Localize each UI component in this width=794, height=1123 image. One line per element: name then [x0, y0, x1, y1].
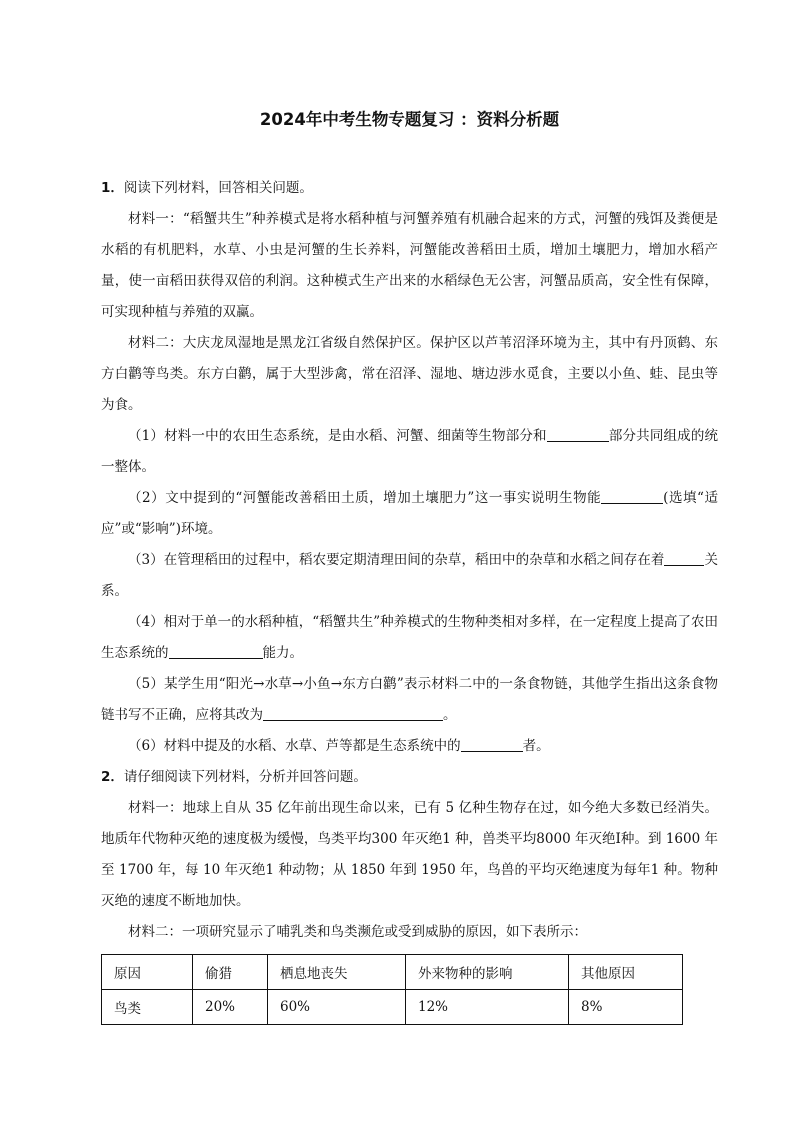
table-cell: 偷猎: [193, 955, 268, 990]
table-row: [102, 990, 683, 1025]
content: [101, 173, 718, 1025]
sub-question-text: （5）某学生用“阳光→水草→小鱼→东方白鹳”表示材料二中的一条食物链，其他学生指出这条食物链书写不正确，应将其改为: [101, 676, 718, 723]
sub-question-text: （3）在管理稻田的过程中，稻农要定期清理田间的杂草，稻田中的杂草和水稻之间存在着: [128, 552, 665, 568]
page-title: 2024年中考生物专题复习 ：资料分析题: [259, 110, 560, 129]
sub-question-1: [101, 421, 718, 483]
sub-question-5: [101, 669, 718, 731]
question-text: 请仔细阅读下列材料，分析并回答问题。: [123, 769, 367, 785]
sub-question-text: （1）材料一中的农田生态系统，是由水稻、河蟹、细菌等生物部分和: [128, 428, 547, 444]
question-number: 1．: [101, 180, 124, 196]
sub-question-2: [101, 483, 718, 545]
sub-question-3: [101, 545, 718, 607]
material-1: 材料一：地球上自从 35 亿年前出现生命以来，已有 5 亿种生物存在过，如今绝大多数已经消失。地质年代物种灭绝的速度极为缓慢，鸟类平均300 年灭绝1 种，兽类平均8000 年灭绝Ⅰ种。到 1600 年至 1700 年，每 10 年灭绝1 种动物；从 1850 年到 1950 年，鸟兽的平均灭绝速度为每年1 种。物种灭绝的速度不断地加快。: [101, 800, 718, 909]
sub-question-4: [101, 607, 718, 669]
answer-blank[interactable]: [547, 425, 609, 442]
table-cell: 栖息地丧失: [268, 955, 406, 990]
material-2: 材料二：一项研究显示了哺乳类和鸟类濒危或受到威胁的原因，如下表所示：: [128, 924, 587, 940]
sub-question-text: 者。: [522, 738, 550, 754]
material-2: 材料二：大庆龙凤湿地是黑龙江省级自然保护区。保护区以芦苇沼泽环境为主，其中有丹顶鹤、东方白鹳等鸟类。东方白鹳，属于大型涉禽，常在沼泽、湿地、塘边涉水觅食，主要以小鱼、蛙、昆虫等为食。: [101, 335, 718, 413]
table-header-row: [102, 955, 683, 990]
sub-question-6: [101, 731, 718, 762]
material-1: 材料一：“稻蟹共生”种养模式是将水稻种植与河蟹养殖有机融合起来的方式，河蟹的残饵及粪便是水稻的有机肥料，水草、小虫是河蟹的生长养料，河蟹能改善稻田土质，增加土壤肥力，增加水稻产量，使一亩稻田获得双倍的利润。这种模式生产出来的水稻绿色无公害，河蟹品质高，安全性有保障，可实现种植与养殖的双赢。: [101, 211, 718, 320]
answer-blank[interactable]: [169, 642, 263, 659]
sub-question-text: （6）材料中提及的水稻、水草、芦等都是生态系统中的: [128, 738, 461, 754]
table-cell: 原因: [102, 955, 193, 990]
answer-blank[interactable]: [601, 487, 663, 504]
sub-question-text: (选填“适应”或“影响”)环境。: [101, 490, 718, 537]
sub-question-text: 关系。: [101, 552, 719, 599]
question-text: 阅读下列材料，回答相关问题。: [123, 180, 313, 196]
answer-blank[interactable]: [664, 549, 704, 566]
threat-causes-table: [101, 954, 683, 1025]
table-cell: 8%: [569, 990, 683, 1025]
question-2-heading: [101, 762, 718, 793]
answer-blank[interactable]: [461, 735, 523, 752]
answer-blank[interactable]: [263, 704, 443, 721]
question-1-heading: [101, 173, 718, 204]
table-cell: 外来物种的影响: [406, 955, 569, 990]
table-cell: 60%: [268, 990, 406, 1025]
sub-question-text: 能力。: [262, 645, 303, 661]
table-cell: 其他原因: [569, 955, 683, 990]
sub-question-text: 部分共同组成的统一整体。: [101, 428, 719, 475]
table-cell: 20%: [193, 990, 268, 1025]
sub-question-text: 。: [443, 707, 457, 723]
table-cell: 12%: [406, 990, 569, 1025]
table-cell: 鸟类: [102, 990, 193, 1025]
sub-question-text: （4）相对于单一的水稻种植，“稻蟹共生”种养模式的生物种类相对多样，在一定程度上提高了农田生态系统的: [101, 614, 718, 661]
sub-question-text: （2）文中提到的“河蟹能改善稻田土质，增加土壤肥力”这一事实说明生物能: [128, 490, 602, 506]
question-number: 2．: [101, 769, 124, 785]
